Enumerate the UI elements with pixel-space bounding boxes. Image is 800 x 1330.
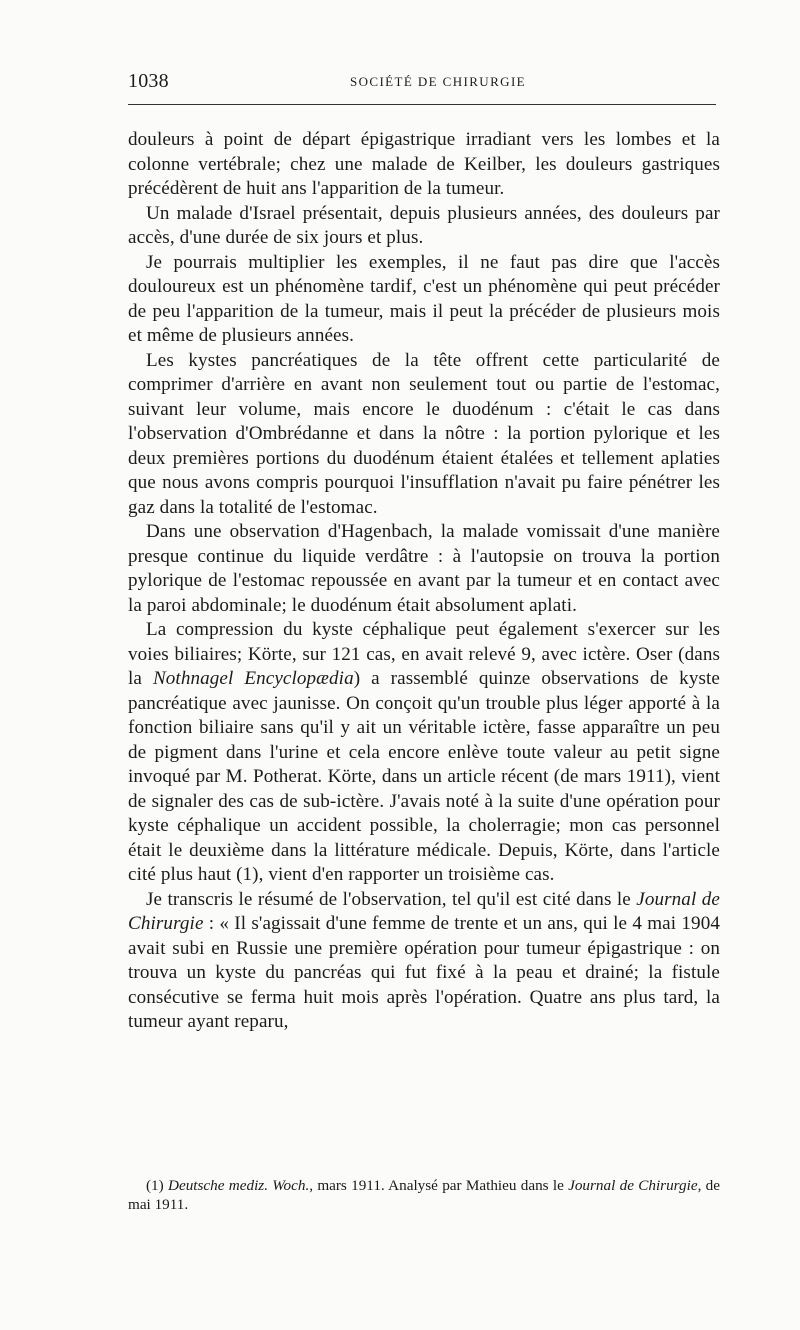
paragraph-1: douleurs à point de départ épigastrique irradiant vers les lombes et la colonne vertébrale; chez une malade de Keilber, les douleurs gastriques précédèrent de huit ans l'apparition de la tumeur. <box>128 129 720 199</box>
main-text <box>128 128 720 1035</box>
paragraph-6 <box>128 618 720 888</box>
paragraph-6-text-b: ) a rassemblé quinze observations de kyste pancréatique avec jaunisse. On conçoit qu'un trouble plus léger apporté à la fonction biliaire sans qu'il y ait un véritable ictère, fasse apparaître un peu de pigment dans l'urine et cela encore enlève toute valeur au petit signe invoqué par M. Potherat. Körte, dans un article récent (de mars 1911), vient de signaler des cas de sub-ictère. J'avais noté à la suite d'une opération pour kyste céphalique un accident possible, la cholerragie; mon cas personnel était le deuxième dans la littérature médicale. Depuis, Körte, dans l'article cité plus haut (1), vient d'en rapporter un troisième cas. <box>128 668 720 885</box>
paragraph-2: Un malade d'Israel présentait, depuis plusieurs années, des douleurs par accès, d'une durée de six jours et plus. <box>128 202 720 248</box>
page-number: 1038 <box>128 70 169 92</box>
paragraph-3: Je pourrais multiplier les exemples, il ne faut pas dire que l'accès douloureux est un phénomène tardif, c'est un phénomène qui peut précéder de peu l'apparition de la tumeur, mais il peut la précéder de plusieurs mois et même de plusieurs années. <box>128 251 720 346</box>
paragraph-7 <box>128 888 720 1035</box>
footnote-marker: (1) <box>146 1177 168 1194</box>
footnote-text-a: , mars 1911. Analysé par Mathieu dans le <box>309 1177 569 1194</box>
running-title: SOCIÉTÉ DE CHIRURGIE <box>349 74 527 89</box>
journal-de-chirurgie-title: Journal de Chirurgie <box>128 888 720 934</box>
paragraph-6-text-a: La compression du kyste céphalique peut également s'exercer sur les voies biliaires; Körte, sur 121 cas, en avait relevé 9, avec ictère. Oser (dans la <box>128 619 720 689</box>
footnote <box>128 1176 720 1214</box>
page-header <box>128 70 718 98</box>
paragraph-7-text-a: Je transcris le résumé de l'observation, tel qu'il est cité dans le <box>146 888 637 910</box>
paragraph-4: Les kystes pancréatiques de la tête offrent cette particularité de comprimer d'arrière en avant non seulement tout ou partie de l'estomac, suivant leur volume, mais encore le duodénum : c'était le cas dans l'observation d'Ombrédanne et dans la nôtre : la portion pylorique et les deux premières portions du duodénum étaient étalées et tellement aplaties que nous avons compris pourquoi l'insufflation n'avait pu faire pénétrer les gaz dans la totalité de l'estomac. <box>128 349 720 518</box>
footnote-source-title: Deutsche mediz. Woch. <box>167 1177 310 1194</box>
footnote-text-b: , de mai 1911. <box>128 1177 720 1213</box>
nothnagel-encyclopaedia-title: Nothnagel Encyclopædia <box>152 668 354 689</box>
paragraph-5: Dans une observation d'Hagenbach, la malade vomissait d'une manière presque continue du liquide verdâtre : à l'autopsie on trouva la portion pylorique de l'estomac repoussée en avant par la tumeur et en contact avec la paroi abdominale; le duodénum était absolument aplati. <box>128 521 720 616</box>
footnote-journal-title: Journal de Chirurgie <box>568 1177 698 1194</box>
paragraph-7-text-b: : « Il s'agissait d'une femme de trente et un ans, qui le 4 mai 1904 avait subi en Russie une première opération pour tumeur épigastrique : on trouva un kyste du pancréas qui fut fixé à la peau et drainé; la fistule consécutive se ferma huit mois après l'opération. Quatre ans plus tard, la tumeur ayant reparu, <box>128 913 720 1032</box>
header-rule <box>128 104 716 105</box>
